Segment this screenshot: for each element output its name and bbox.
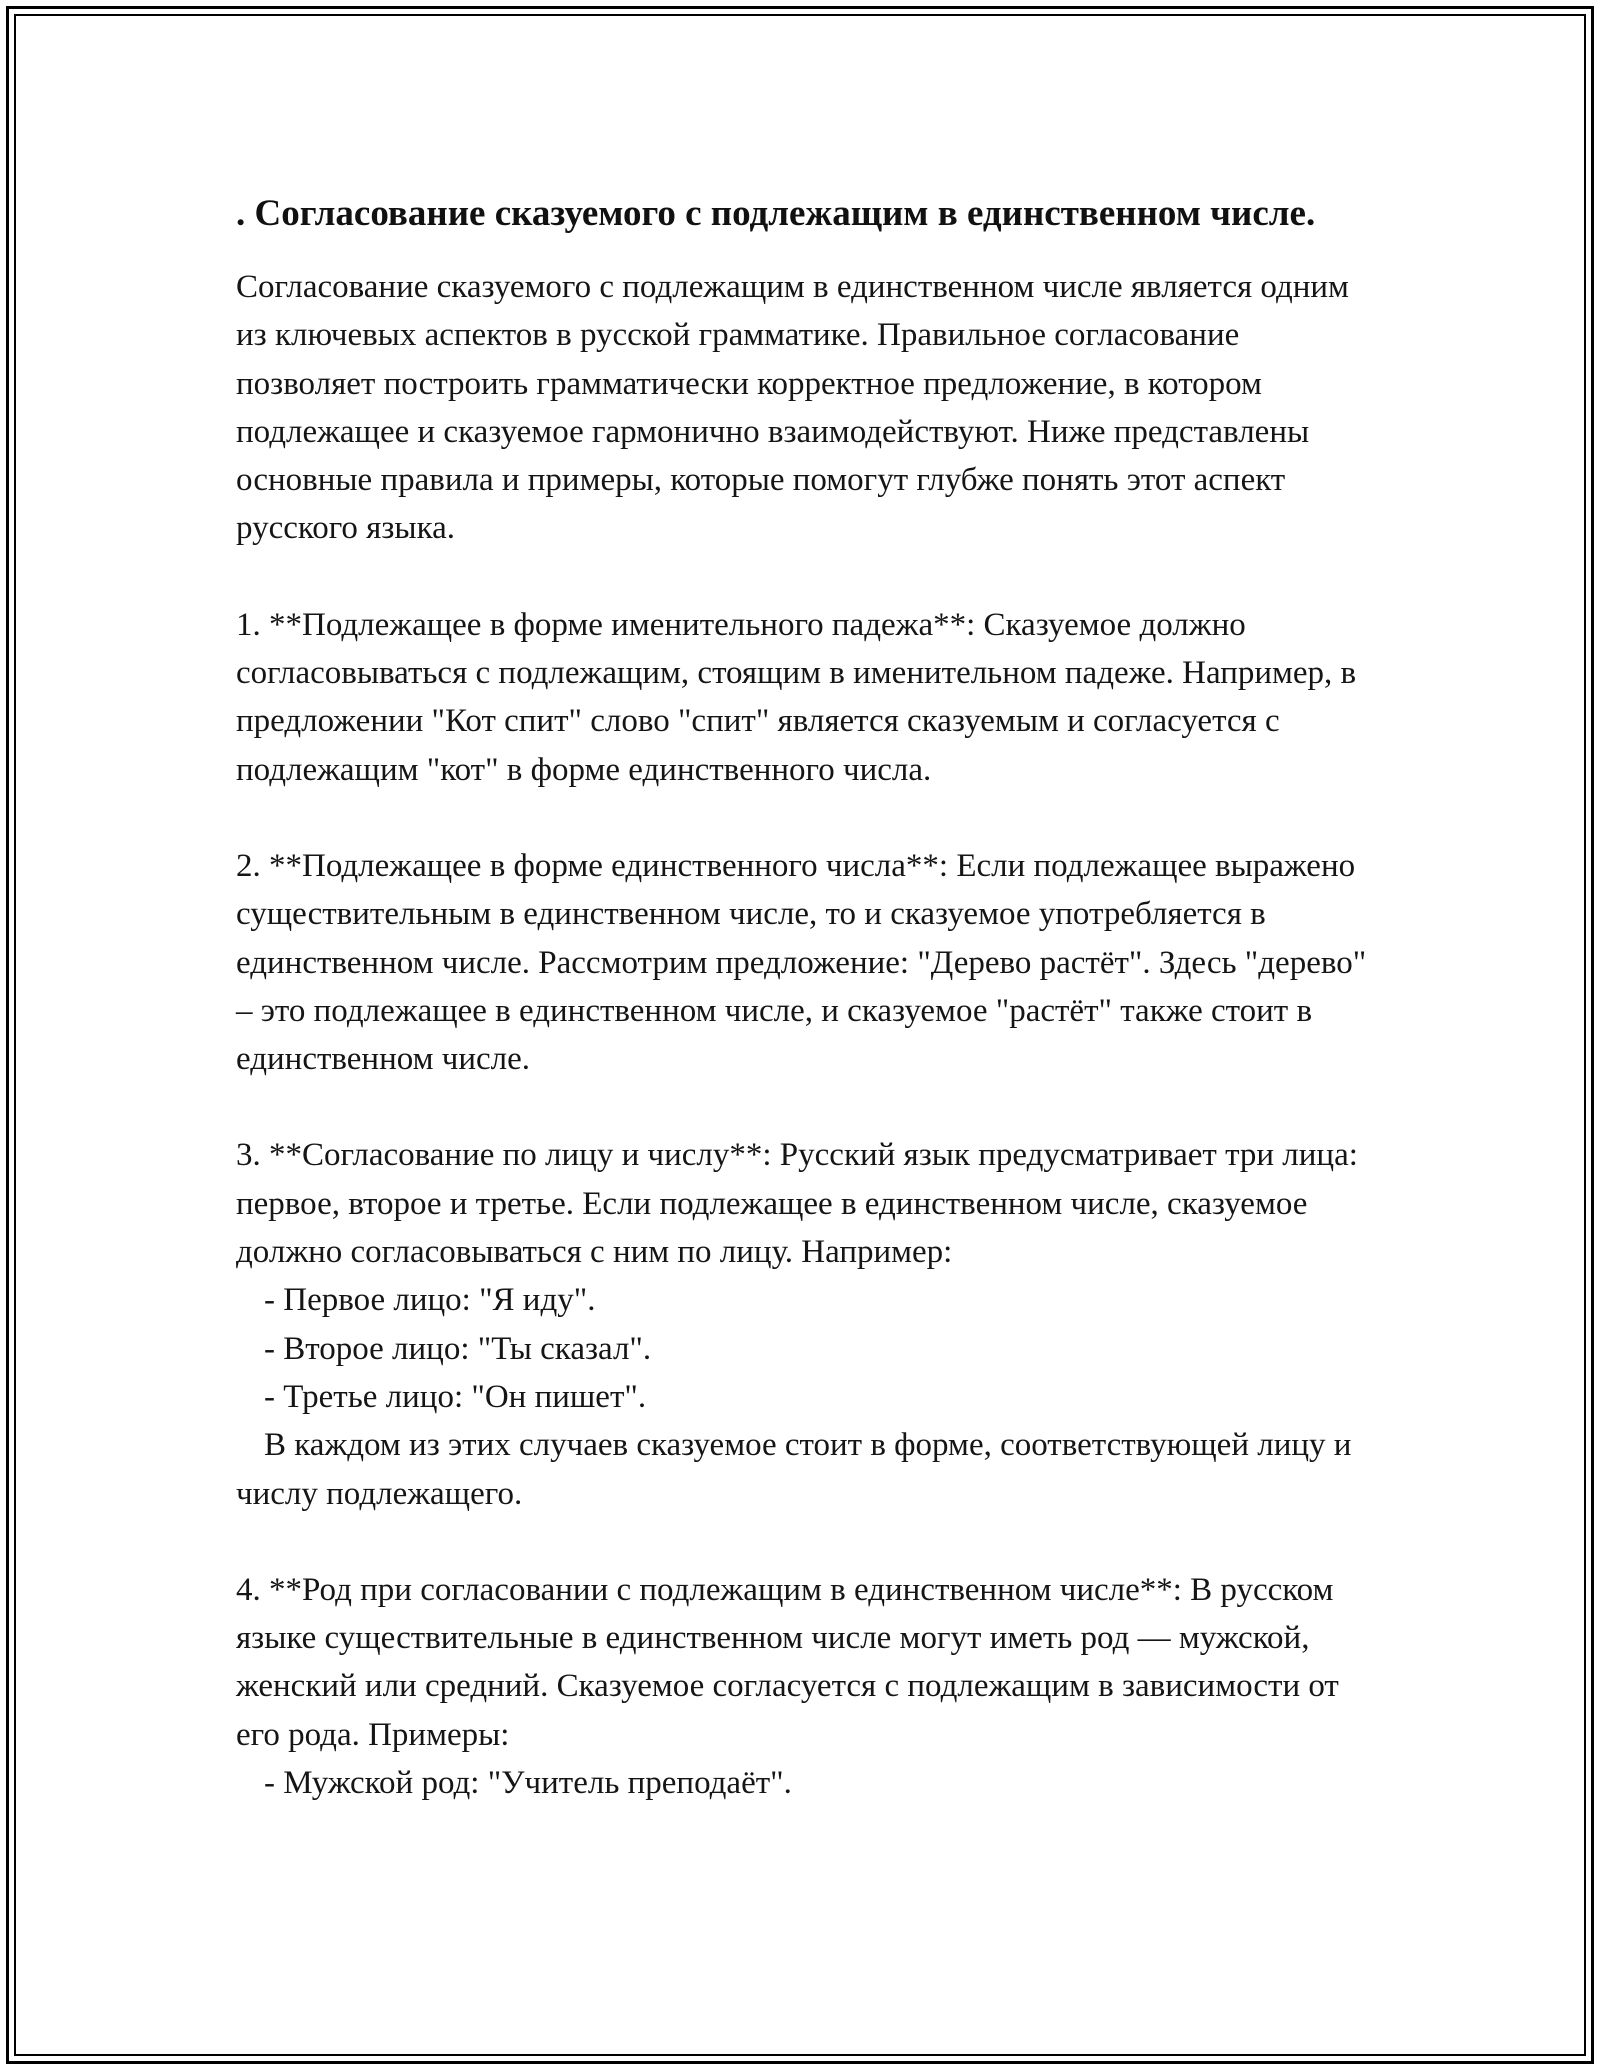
rule-3-conclusion-text: В каждом из этих случаев сказуемое стоит в форме, соответствующей лицу и числу подлежащего.	[236, 1427, 1352, 1512]
paragraph-spacer	[236, 553, 1376, 601]
rule-3: 3. **Согласование по лицу и числу**: Русский язык предусматривает три лица: первое, второе и третье. Если подлежащее в единственном числе, сказуемое должно согласовываться с ним по лицу. Например:	[236, 1137, 1358, 1271]
rule-2: 2. **Подлежащее в форме единственного числа**: Если подлежащее выражено существительным в единственном числе, то и сказуемое употребляется в единственном числе. Рассмотрим предложение: "Дерево растёт". Здесь "дерево" – это подлежащее в единственном числе, и сказуемое "растёт" также стоит в единственном числе.	[236, 847, 1367, 1078]
rule-3-example-first-person: - Первое лицо: "Я иду".	[264, 1282, 596, 1319]
rule-3-example-second-person: - Второе лицо: "Ты сказал".	[264, 1330, 652, 1367]
rule-3-conclusion	[236, 1421, 1376, 1518]
rule-4: 4. **Род при согласовании с подлежащим в единственном числе**: В русском языке существительные в единственном числе могут иметь род — мужской, женский или средний. Сказуемое согласуется с подлежащим в зависимости от его рода. Примеры:	[236, 1571, 1339, 1753]
document-title: . Согласование сказуемого с подлежащим в единственном числе.	[236, 193, 1316, 234]
rule-3-example-third-person: - Третье лицо: "Он пишет".	[264, 1378, 647, 1415]
paragraph-spacer	[236, 1083, 1376, 1131]
intro-paragraph: Согласование сказуемого с подлежащим в единственном числе является одним из ключевых аспектов в русской грамматике. Правильное согласование позволяет построить грамматически корректное предложение, в котором подлежащее и сказуемое гармонично взаимодействуют. Ниже представлены основные правила и примеры, которые помогут глубже понять этот аспект русского языка.	[236, 269, 1349, 547]
document-body	[236, 186, 1376, 1807]
paragraph-spacer	[236, 1518, 1376, 1566]
rule-1: 1. **Подлежащее в форме именительного падежа**: Сказуемое должно согласовываться с подлежащим, стоящим в именительном падеже. Например, в предложении "Кот спит" слово "спит" является сказуемым и согласуется с подлежащим "кот" в форме единственного числа.	[236, 606, 1357, 788]
rule-4-example-masculine: - Мужской род: "Учитель преподаёт".	[264, 1765, 792, 1802]
paragraph-spacer	[236, 794, 1376, 842]
